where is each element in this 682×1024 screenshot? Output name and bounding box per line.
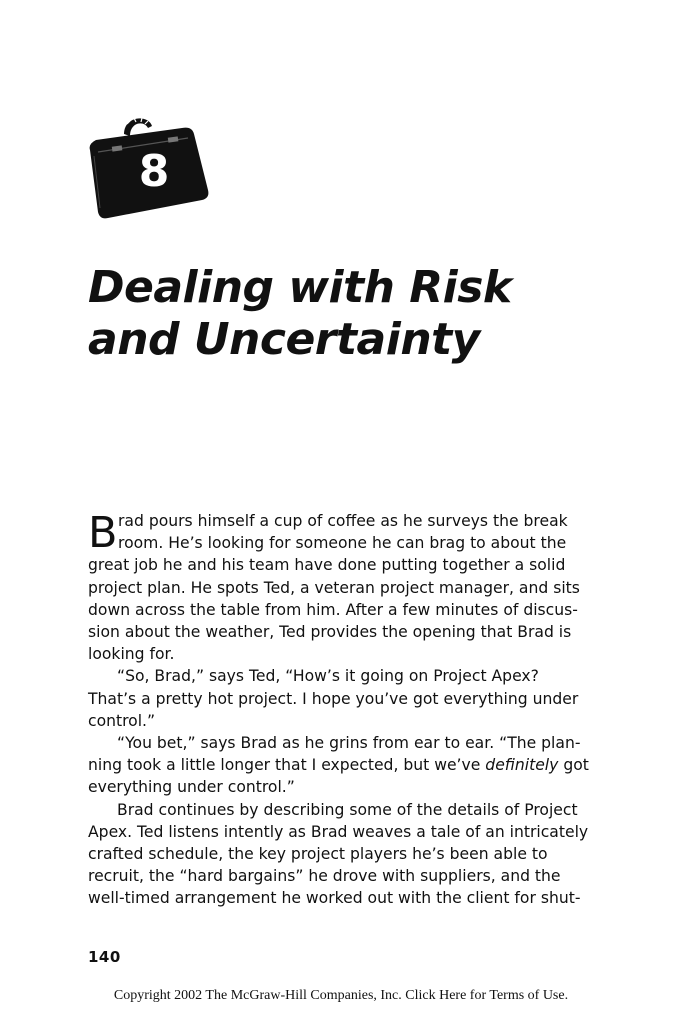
emphasis-text: definitely (485, 756, 559, 775)
paragraph-line: great job he and his team have done putting together a solid (88, 556, 566, 575)
paragraph-line: “So, Brad,” says Ted, “How’s it going on Project Apex? (117, 667, 539, 686)
paragraph-line: That’s a pretty hot project. I hope you’ve got everything under (88, 689, 579, 708)
line-text: got (558, 756, 589, 775)
paragraph-line: everything under control.” (88, 778, 295, 797)
chapter-title-line-1: Dealing with Risk (88, 262, 512, 313)
paragraph-line: down across the table from him. After a few minutes of discus- (88, 600, 578, 619)
paragraph-line: Brad continues by describing some of the details of Project (117, 800, 578, 819)
copyright-notice (0, 988, 682, 1004)
page-number: 140 (88, 948, 121, 966)
drop-cap: B (88, 508, 118, 558)
paragraph-line: “You bet,” says Brad as he grins from ear to ear. “The plan- (117, 734, 581, 753)
paragraph-line (88, 754, 598, 776)
paragraph-line: Apex. Ted listens intently as Brad weaves a tale of an intricately (88, 822, 589, 841)
paragraph-line: well-timed arrangement he worked out with the client for shut- (88, 889, 581, 908)
paragraph-line: room. He’s looking for someone he can brag to about the (118, 534, 567, 553)
chapter-title (88, 262, 648, 366)
paragraph-line: recruit, the “hard bargains” he drove with suppliers, and the (88, 867, 561, 886)
paragraph-line: project plan. He spots Ted, a veteran project manager, and sits (88, 578, 580, 597)
line-text: ning took a little longer that I expected, but we’ve (88, 756, 486, 775)
paragraph-line: crafted schedule, the key project players he’s been able to (88, 845, 548, 864)
terms-of-use-link[interactable]: Copyright 2002 The McGraw-Hill Companies, Inc. Click Here for Terms of Use. (113, 988, 569, 1003)
body-text (88, 510, 598, 910)
paragraph-line: looking for. (88, 645, 175, 664)
briefcase-icon (84, 112, 214, 222)
chapter-title-line-2: and Uncertainty (88, 314, 480, 365)
paragraph-line: control.” (88, 711, 156, 730)
paragraph-line: sion about the weather, Ted provides the opening that Brad is (88, 623, 572, 642)
chapter-number: 8 (138, 146, 170, 197)
line-text: rad pours himself a cup of coffee as he surveys the break (118, 512, 568, 530)
